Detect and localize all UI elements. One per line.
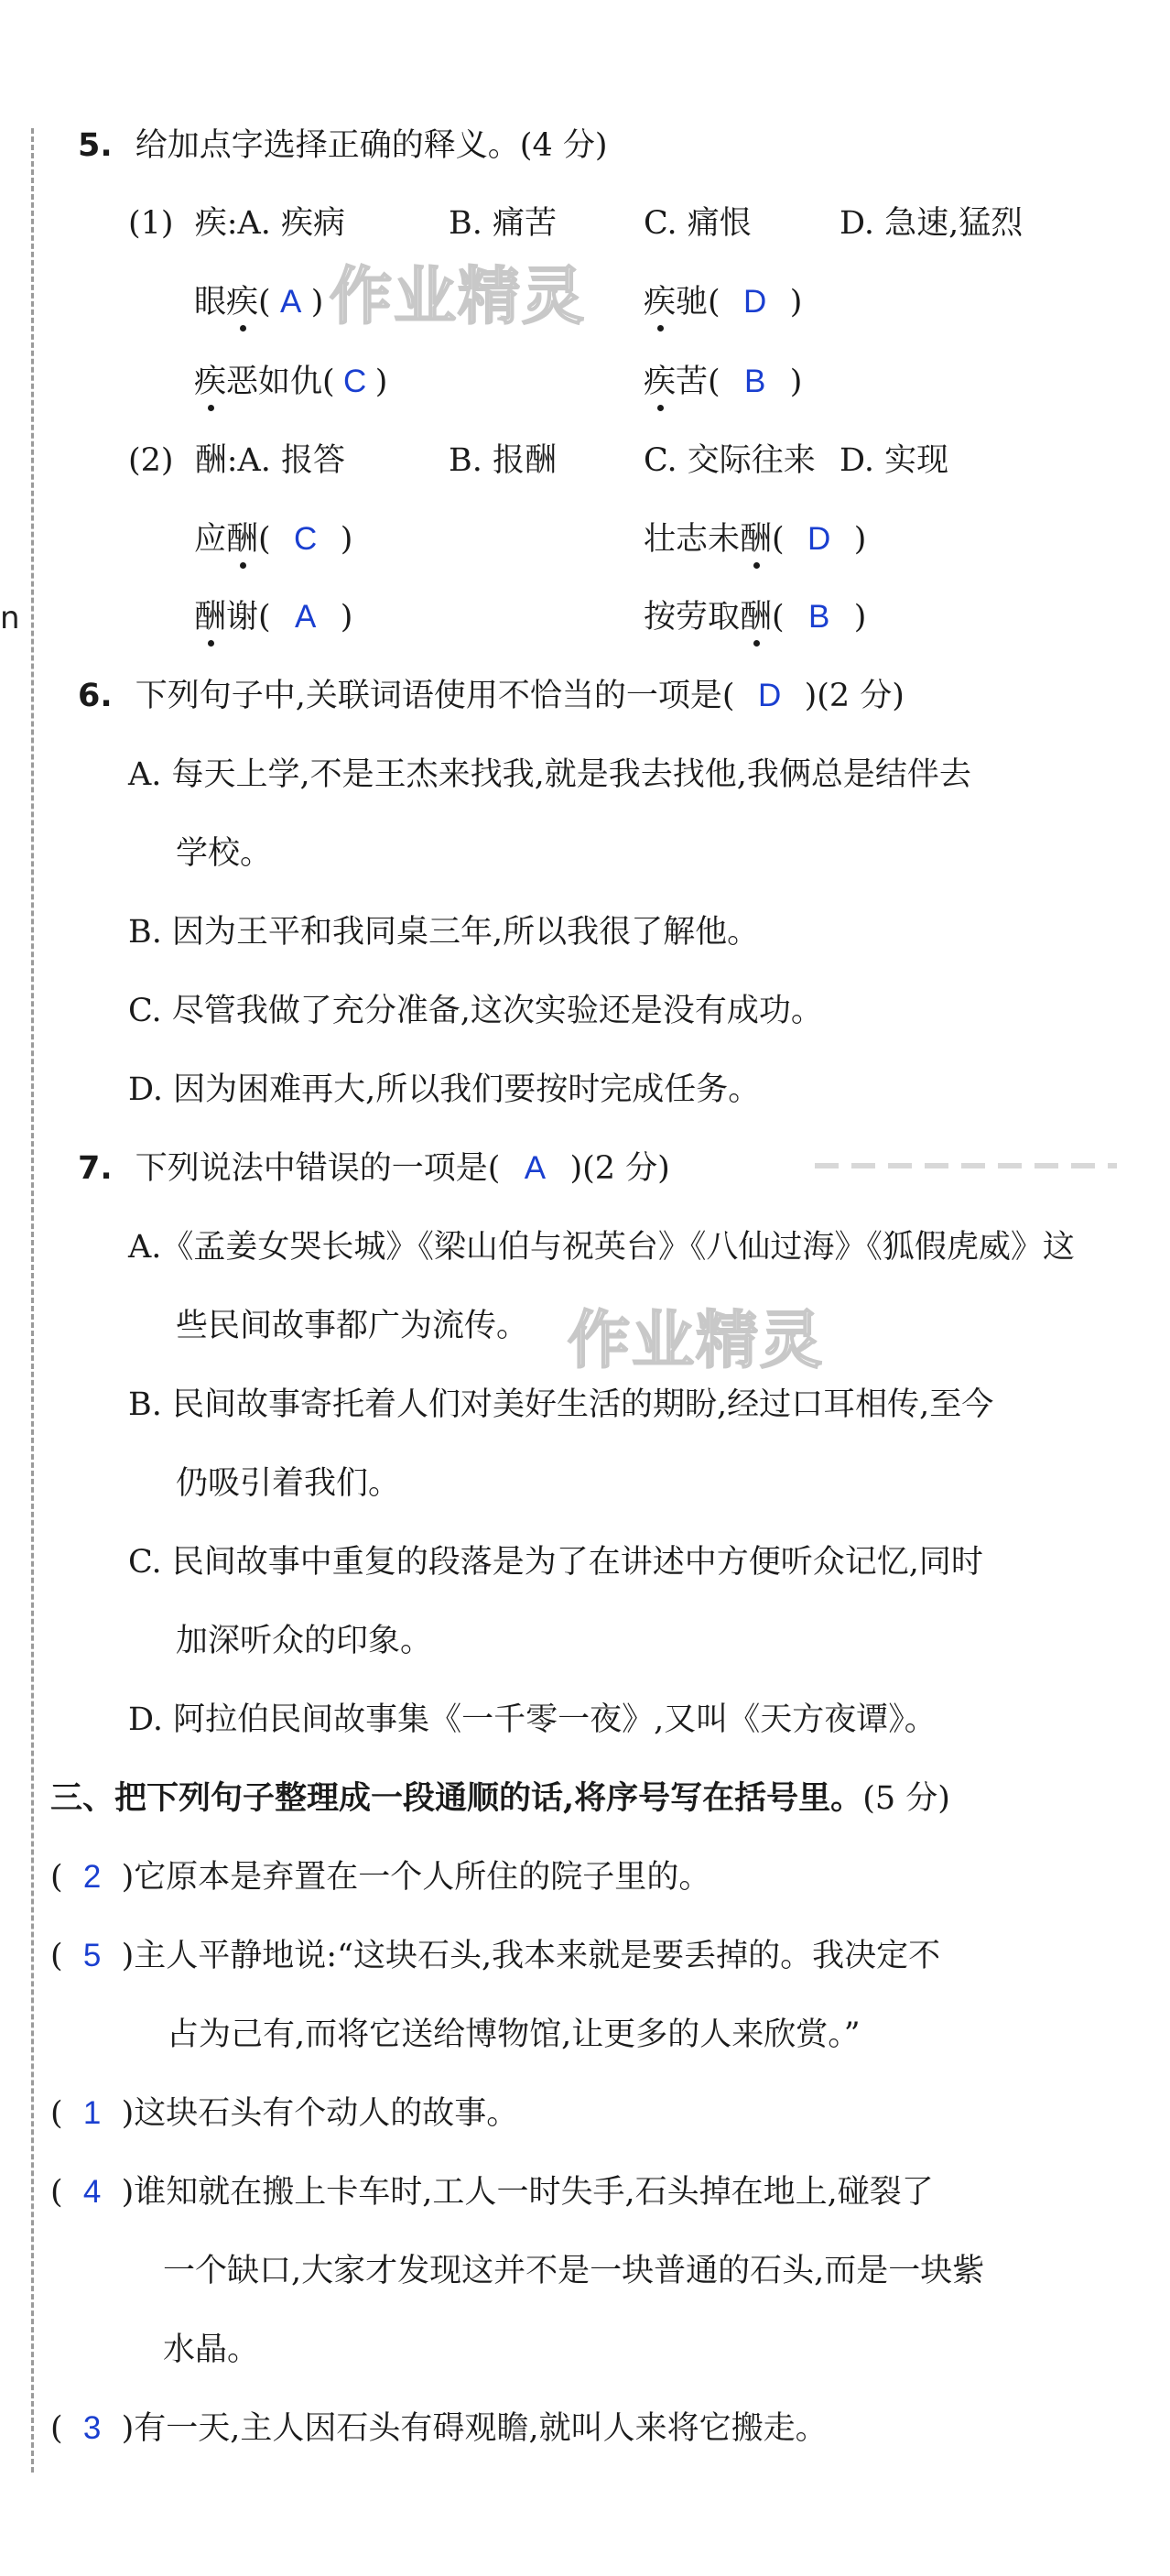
answer-blank: A — [295, 599, 317, 635]
dotted-char: 疾 — [644, 280, 676, 324]
q5-p1-options — [128, 201, 345, 245]
scan-smudge — [815, 1163, 1117, 1168]
q7-option-c-line2: 加深听众的印象。 — [176, 1623, 433, 1659]
q6-prompt-pre: 下列句子中,关联词语使用不恰当的一项是( — [135, 678, 735, 714]
q7-option-b-line1: B. 民间故事寄托着人们对美好生活的期盼,经过口耳相传,至今 — [128, 1386, 994, 1423]
q5-p2-options — [128, 439, 345, 483]
item-text: 壮志未 — [644, 521, 741, 558]
q7-option-a-line1: A.《孟姜女哭长城》《梁山伯与祝英台》《八仙过海》《狐假虎威》这 — [128, 1229, 1075, 1266]
order-answer: 3 — [82, 2410, 102, 2446]
watermark-top: 作业精灵 — [330, 261, 587, 333]
watermark-middle: 作业精灵 — [568, 1305, 825, 1377]
q7-option-b-line2: 仍吸引着我们。 — [176, 1465, 401, 1502]
dotted-char: 酬 — [194, 595, 226, 639]
answer-blank: A — [280, 284, 302, 320]
q6-heading — [78, 674, 905, 718]
q6-option-a-line1: A. 每天上学,不是王杰来找我,就是我去找他,我俩总是结伴去 — [128, 756, 971, 793]
q5-p2-option-b: B. 报酬 — [449, 442, 557, 479]
order-answer: 5 — [82, 1938, 102, 1973]
answer-blank: D — [807, 521, 831, 557]
q5-number: 5. — [78, 127, 113, 164]
dotted-char: 疾 — [194, 360, 226, 404]
item-text: 应 — [194, 521, 227, 558]
order-answer: 4 — [82, 2174, 102, 2210]
q5-p1-item-2: 疾驰( D ) — [644, 280, 802, 324]
answer-blank: C — [294, 521, 318, 557]
q7-option-c-line1: C. 民间故事中重复的段落是为了在讲述中方便听众记忆,同时 — [128, 1544, 983, 1581]
q5-heading — [78, 124, 608, 168]
q5-p1-item-4: 疾苦( B ) — [644, 360, 802, 404]
q5-p2-item-4: 按劳取酬( B ) — [644, 595, 866, 639]
q5-p1-option-c: C. 痛恨 — [644, 205, 752, 242]
q6-answer: D — [757, 678, 782, 713]
sentence-text: )有一天,主人因石头有碍观瞻,就叫人来将它搬走。 — [121, 2410, 828, 2447]
q7-option-d: D. 阿拉伯民间故事集《一千零一夜》,又叫《天方夜谭》。 — [128, 1701, 937, 1738]
margin-dashed-line — [31, 128, 34, 2473]
q6-number: 6. — [78, 678, 113, 714]
q5-p2-item-1: 应酬( C ) — [194, 517, 352, 561]
q7-prompt-pre: 下列说法中错误的一项是( — [135, 1150, 501, 1187]
q5-p1-option-d: D. 急速,猛烈 — [840, 205, 1024, 242]
s3-item-2-line2: 占为己有,而将它送给博物馆,让更多的人来欣赏。” — [167, 2016, 861, 2053]
order-answer: 2 — [82, 1859, 102, 1895]
edge-character: n — [0, 600, 20, 636]
section3-heading — [50, 1777, 950, 1821]
s3-item-1: ( 2 )它原本是弃置在一个人所住的院子里的。 — [50, 1855, 710, 1899]
dotted-char: 疾 — [644, 360, 676, 404]
q7-option-a-line2: 些民间故事都广为流传。 — [176, 1308, 529, 1344]
q5-p1-option-b: B. 痛苦 — [449, 205, 557, 242]
q5-p2-option-d: D. 实现 — [840, 442, 949, 479]
q5-p2-char: 酬 — [194, 442, 227, 479]
item-text: 谢 — [226, 599, 259, 636]
section3-score: (5 分) — [862, 1780, 950, 1817]
sentence-text: )谁知就在搬上卡车时,工人一时失手,石头掉在地上,碰裂了 — [121, 2174, 934, 2211]
q5-p2-option-a: :A. 报答 — [226, 442, 346, 479]
order-answer: 1 — [82, 2095, 102, 2131]
answer-blank: B — [744, 364, 766, 399]
q5-p2-option-c: C. 交际往来 — [644, 442, 816, 479]
item-text: 恶如仇 — [226, 364, 323, 400]
dotted-char: 疾 — [226, 280, 258, 324]
section3-title: 三、把下列句子整理成一段通顺的话,将序号写在括号里。 — [50, 1779, 863, 1817]
q5-p1-option-a: :A. 疾病 — [226, 205, 346, 242]
s3-item-4: ( 4 )谁知就在搬上卡车时,工人一时失手,石头掉在地上,碰裂了 — [50, 2170, 934, 2214]
q6-prompt-post: )(2 分) — [804, 678, 905, 714]
item-text: 驰 — [676, 284, 709, 321]
q6-option-b: B. 因为王平和我同桌三年,所以我很了解他。 — [128, 914, 760, 951]
q7-number: 7. — [78, 1150, 113, 1187]
q5-p1-item-3: 疾恶如仇( C ) — [194, 360, 387, 404]
item-text: 眼 — [194, 284, 227, 321]
q6-option-d: D. 因为困难再大,所以我们要按时完成任务。 — [128, 1071, 761, 1108]
dotted-char: 酬 — [226, 517, 258, 561]
q7-heading — [78, 1147, 670, 1190]
s3-item-2: ( 5 )主人平静地说:“这块石头,我本来就是要丢掉的。我决定不 — [50, 1934, 940, 1978]
q6-option-a-line2: 学校。 — [176, 835, 273, 872]
q7-answer: A — [524, 1150, 547, 1186]
sentence-text: )这块石头有个动人的故事。 — [121, 2095, 519, 2132]
q5-p2-item-3: 酬谢( A ) — [194, 595, 352, 639]
dotted-char: 酬 — [740, 517, 772, 561]
q6-option-c: C. 尽管我做了充分准备,这次实验还是没有成功。 — [128, 993, 823, 1029]
s3-item-4-line3: 水晶。 — [163, 2331, 260, 2368]
q5-p1-char: 疾 — [194, 205, 227, 242]
q5-p1-item-1: 眼疾( A ) — [194, 280, 323, 324]
s3-item-4-line2: 一个缺口,大家才发现这并不是一块普通的石头,而是一块紫 — [163, 2253, 985, 2289]
s3-item-5: ( 3 )有一天,主人因石头有碍观瞻,就叫人来将它搬走。 — [50, 2407, 828, 2451]
item-text: 按劳取 — [644, 599, 741, 636]
q5-p2-label: (2) — [128, 442, 174, 479]
item-text: 苦 — [676, 364, 709, 400]
dotted-char: 酬 — [740, 595, 772, 639]
q5-p1-label: (1) — [128, 205, 174, 242]
answer-blank: C — [343, 364, 367, 399]
answer-blank: B — [808, 599, 830, 635]
q7-prompt-post: )(2 分) — [569, 1150, 670, 1187]
q5-p2-item-2: 壮志未酬( D ) — [644, 517, 866, 561]
sentence-text: )主人平静地说:“这块石头,我本来就是要丢掉的。我决定不 — [121, 1938, 941, 1974]
sentence-text: )它原本是弃置在一个人所住的院子里的。 — [121, 1859, 711, 1896]
s3-item-3: ( 1 )这块石头有个动人的故事。 — [50, 2092, 518, 2136]
q5-prompt: 给加点字选择正确的释义。(4 分) — [135, 127, 608, 164]
answer-blank: D — [743, 284, 767, 320]
